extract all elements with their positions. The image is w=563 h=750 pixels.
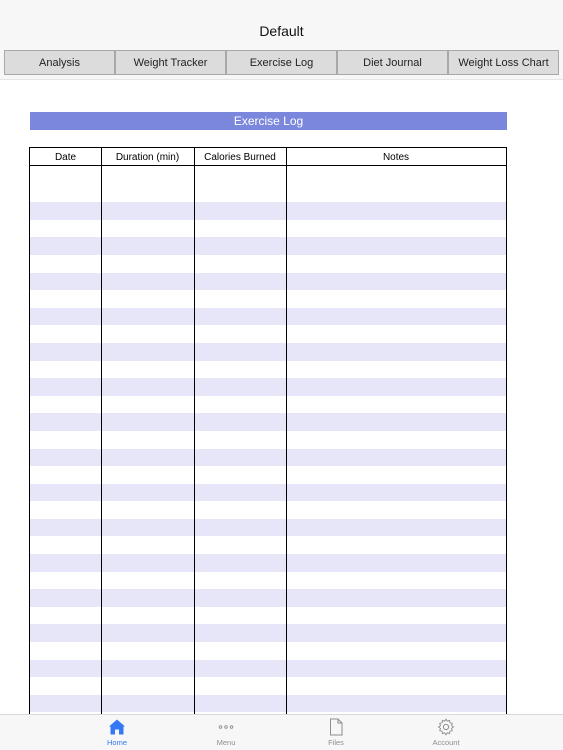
tab-analysis[interactable]: Analysis [4,50,115,75]
column-divider [194,148,195,714]
sheet-tabs [4,50,559,75]
title-bar [0,0,563,48]
column-header-date: Date [54,151,77,163]
nav-account[interactable] [416,717,476,749]
nav-files[interactable] [306,717,366,749]
document-title: Default [259,23,304,39]
gear-icon [437,717,455,737]
bottom-tab-bar [0,714,563,750]
exercise-log-table [29,147,507,714]
nav-home[interactable] [87,717,147,749]
nav-files-label: Files [328,738,344,747]
nav-home-label: Home [106,738,127,747]
more-icon [217,717,235,737]
nav-menu[interactable] [196,717,256,749]
column-divider [286,148,287,714]
home-icon [108,717,126,737]
tab-weight-tracker[interactable]: Weight Tracker [115,50,226,75]
nav-account-label: Account [432,738,460,747]
nav-menu-label: Menu [216,738,236,747]
column-divider [101,148,102,714]
file-icon [327,717,345,737]
column-header-duration: Duration (min) [115,151,180,163]
tab-exercise-log[interactable]: Exercise Log [226,50,337,75]
sheet-title-banner: Exercise Log [30,112,507,130]
column-header-calories: Calories Burned [204,151,276,163]
tab-weight-loss-chart[interactable]: Weight Loss Chart [448,50,559,75]
tab-diet-journal[interactable]: Diet Journal [337,50,448,75]
column-header-notes: Notes [382,151,410,163]
sheet-tabs-bar [0,48,563,80]
